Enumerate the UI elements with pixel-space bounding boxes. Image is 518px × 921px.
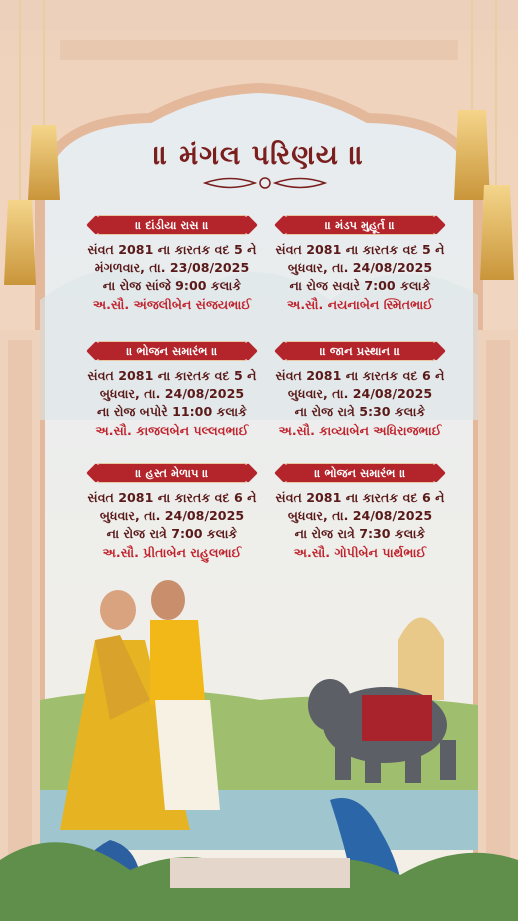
event-date-line: સંવત 2081 ના કારતક વદ 5 ને — [87, 368, 257, 383]
event-card-jaan — [260, 341, 460, 440]
event-host: અ.સૌ. નયનાબેન સ્મિતભાઈ — [287, 297, 433, 312]
event-date-line: સંવત 2081 ના કારતક વદ 6 ને — [275, 368, 445, 383]
event-day-line: બુધવાર, તા. 24/08/2025 — [287, 260, 433, 275]
event-label-badge: ॥ હસ્ત મેળાપ ॥ — [97, 463, 247, 483]
event-label-badge: ॥ ભોજન સમારંભ ॥ — [285, 463, 435, 483]
event-host: અ.સૌ. કાવ્યાબેન અધિરાજભાઈ — [278, 423, 442, 438]
event-day-line: બુધવાર, તા. 24/08/2025 — [99, 508, 245, 523]
event-day-line: બુધવાર, તા. 24/08/2025 — [99, 386, 245, 401]
event-time-line: ના રોજ સવારે 7:00 કલાકે — [289, 278, 431, 293]
event-card-bhojan-2 — [260, 463, 460, 562]
event-date-line: સંવત 2081 ના કારતક વદ 6 ને — [275, 490, 445, 505]
event-card-hast-melap — [72, 463, 272, 562]
event-host: અ.સૌ. પ્રીતાબેન રાહુલભાઈ — [102, 545, 242, 560]
event-host: અ.સૌ. કાજલબેન પલ્લવભાઈ — [95, 423, 249, 438]
event-date-line: સંવત 2081 ના કારતક વદ 6 ને — [87, 490, 257, 505]
event-label-badge: ॥ ભોજન સમારંભ ॥ — [97, 341, 247, 361]
event-card-bhojan-1 — [72, 341, 272, 440]
event-time-line: ના રોજ સાંજે 9:00 કલાકે — [102, 278, 242, 293]
event-day-line: બુધવાર, તા. 24/08/2025 — [287, 508, 433, 523]
event-time-line: ના રોજ રાત્રે 7:00 કલાકે — [106, 526, 238, 541]
event-time-line: ના રોજ બપોરે 11:00 કલાકે — [96, 404, 247, 419]
event-date-line: સંવત 2081 ના કારતક વદ 5 ને — [275, 242, 445, 257]
event-card-dandiya — [72, 215, 272, 314]
event-label-badge: ॥ મંડપ મુહૂર્ત ॥ — [285, 215, 435, 235]
event-time-line: ના રોજ રાત્રે 5:30 કલાકે — [294, 404, 426, 419]
event-label-badge: ॥ જાન પ્રસ્થાન ॥ — [285, 341, 435, 361]
event-host: અ.સૌ. ગોપીબેન પાર્થભાઈ — [293, 545, 427, 560]
event-day-line: બુધવાર, તા. 24/08/2025 — [287, 386, 433, 401]
event-card-mandap — [260, 215, 460, 314]
event-time-line: ના રોજ રાત્રે 7:30 કલાકે — [294, 526, 426, 541]
ornamental-divider-icon — [200, 172, 330, 194]
event-host: અ.સૌ. અંજલીબેન સંજયભાઈ — [92, 297, 252, 312]
event-label-badge: ॥ દાંડીયા રાસ ॥ — [97, 215, 247, 235]
page-title: ॥ મંગલ પરિણય ॥ — [153, 140, 365, 171]
event-day-line: મંગળવાર, તા. 23/08/2025 — [94, 260, 250, 275]
event-date-line: સંવત 2081 ના કારતક વદ 5 ને — [87, 242, 257, 257]
